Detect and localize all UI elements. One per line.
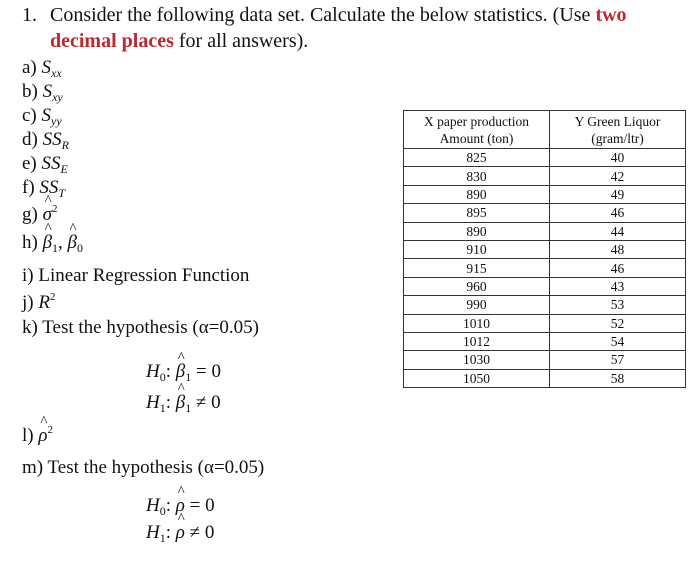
h0-m-rho-hat: ^ ρ [176, 495, 185, 517]
h0-m-subscript: 0 [159, 504, 166, 518]
table-header-row [404, 111, 686, 149]
item-h-beta1-hat: ^ β [43, 232, 52, 254]
h0-k-relation: = 0 [195, 361, 221, 382]
table-row [404, 314, 686, 332]
item-m-text: Test the hypothesis (α=0.05) [47, 457, 265, 478]
h0-m-label: H [146, 495, 160, 516]
item-a-symbol: S [41, 57, 52, 78]
item-j [22, 291, 55, 314]
table-row [404, 277, 686, 295]
item-a [22, 57, 62, 81]
table-row [404, 204, 686, 222]
table-body [404, 149, 686, 388]
cell-x: 890 [404, 185, 550, 203]
hypothesis-m-h0: $H_0$: ^ ρ = 0 [146, 495, 215, 519]
table-row [404, 240, 686, 258]
item-h-beta0-hat: ^ β [68, 232, 77, 254]
cell-y: 54 [550, 332, 686, 350]
item-f [22, 177, 65, 201]
item-e-symbol: SS [41, 153, 61, 174]
hypothesis-k-h0: $H_0$: ^ $\beta_1 = 0$ [146, 361, 221, 385]
item-g-label: g) [22, 204, 38, 225]
question-line-2 [50, 30, 308, 53]
item-l-label: l) [22, 425, 34, 446]
item-c-symbol: S [41, 105, 52, 126]
header-y-line-2: (gram/ltr) [591, 130, 644, 146]
item-l [22, 424, 53, 447]
cell-y: 52 [550, 314, 686, 332]
item-b-symbol: S [42, 81, 53, 102]
item-j-label: j) [22, 292, 34, 313]
header-x-line-2: Amount (ton) [439, 130, 514, 146]
cell-y: 46 [550, 259, 686, 277]
item-e [22, 153, 68, 177]
item-j-symbol: R [38, 292, 50, 313]
data-table [403, 110, 686, 388]
item-g-sigma-hat: ^ σ [43, 204, 52, 226]
item-f-label: f) [22, 177, 35, 198]
item-d-symbol: SS [42, 129, 62, 150]
h1-k-relation: ≠ 0 [195, 392, 221, 413]
item-d-label: d) [22, 129, 38, 150]
item-m [22, 457, 264, 479]
table-row [404, 185, 686, 203]
table-row [404, 222, 686, 240]
cell-x: 890 [404, 222, 550, 240]
cell-y: 40 [550, 149, 686, 167]
table-row [404, 167, 686, 185]
hypothesis-m-h1: $H_1$: ^ ρ ≠ 0 [146, 522, 214, 546]
item-b-label: b) [22, 81, 38, 102]
cell-y: 42 [550, 167, 686, 185]
question-text-end: for all answers). [178, 30, 309, 52]
emphasis-two: two [595, 4, 627, 26]
item-d [22, 129, 69, 153]
item-h-label: h) [22, 232, 38, 253]
item-i-label: i) [22, 265, 34, 286]
item-f-subscript: T [58, 186, 66, 200]
cell-x: 895 [404, 204, 550, 222]
table-row [404, 259, 686, 277]
h1-k-label: H [146, 392, 160, 413]
question-line-1 [50, 4, 627, 27]
h1-m-subscript: 1 [159, 531, 166, 545]
h0-m-relation: = 0 [189, 495, 215, 516]
item-f-symbol: SS [39, 177, 59, 198]
item-g [22, 203, 57, 226]
header-x [404, 111, 550, 149]
table-row [404, 369, 686, 387]
h0-k-beta-subscript: 1 [185, 370, 192, 384]
question-text-start: Consider the following data set. Calculate the below statistics. (Use [50, 4, 591, 26]
header-y-line-1: Y Green Liquor [574, 113, 661, 129]
item-a-subscript: xx [51, 66, 62, 80]
table-row [404, 351, 686, 369]
h1-m-label: H [146, 522, 160, 543]
item-b-subscript: xy [52, 90, 63, 104]
item-h: h) ^ $\beta_1$, ^ $\beta_0$ [22, 232, 83, 256]
item-b [22, 81, 63, 105]
item-i-text: Linear Regression Function [38, 265, 250, 286]
cell-y: 46 [550, 204, 686, 222]
emphasis-decimal-places: decimal places [50, 30, 174, 52]
item-m-label: m) [22, 457, 44, 478]
cell-x: 910 [404, 240, 550, 258]
cell-y: 57 [550, 351, 686, 369]
cell-x: 1010 [404, 314, 550, 332]
item-l-superscript: 2 [47, 424, 53, 436]
cell-x: 830 [404, 167, 550, 185]
item-h-beta1-subscript: 1 [52, 241, 59, 255]
cell-y: 43 [550, 277, 686, 295]
h1-k-beta-hat: ^ β [176, 392, 185, 414]
h1-k-subscript: 1 [159, 401, 166, 415]
cell-x: 990 [404, 296, 550, 314]
item-j-superscript: 2 [49, 291, 56, 303]
cell-x: 960 [404, 277, 550, 295]
item-l-rho-hat: ^ ρ [38, 425, 47, 447]
question-number: 1. [22, 4, 37, 26]
table-row [404, 149, 686, 167]
item-k-label: k) [22, 317, 38, 338]
item-a-label: a) [22, 57, 37, 78]
h1-k-beta-subscript: 1 [185, 401, 192, 415]
item-c-label: c) [22, 105, 37, 126]
item-h-beta0-subscript: 0 [77, 241, 84, 255]
h1-m-rho-hat: ^ ρ [176, 522, 185, 544]
cell-y: 53 [550, 296, 686, 314]
cell-x: 1012 [404, 332, 550, 350]
table-row [404, 296, 686, 314]
h0-k-subscript: 0 [159, 370, 166, 384]
cell-x: 825 [404, 149, 550, 167]
header-y [550, 111, 686, 149]
h0-k-beta-hat: ^ β [176, 361, 185, 383]
cell-y: 48 [550, 240, 686, 258]
cell-y: 44 [550, 222, 686, 240]
item-c-subscript: yy [51, 114, 62, 128]
h0-k-label: H [146, 361, 160, 382]
hypothesis-k-h1: $H_1$: ^ $\beta_1 \ne 0$ [146, 392, 221, 416]
cell-x: 1050 [404, 369, 550, 387]
cell-x: 915 [404, 259, 550, 277]
item-g-superscript: 2 [51, 203, 58, 215]
item-c [22, 105, 62, 129]
item-e-label: e) [22, 153, 37, 174]
item-e-subscript: E [60, 162, 68, 176]
item-d-subscript: R [61, 138, 69, 152]
cell-y: 49 [550, 185, 686, 203]
cell-x: 1030 [404, 351, 550, 369]
item-k-text: Test the hypothesis (α=0.05) [42, 317, 259, 338]
item-i [22, 265, 249, 287]
item-k [22, 317, 259, 339]
cell-y: 58 [550, 369, 686, 387]
table-row [404, 332, 686, 350]
h1-m-relation: ≠ 0 [189, 522, 215, 543]
header-x-line-1: X paper production [424, 113, 529, 129]
